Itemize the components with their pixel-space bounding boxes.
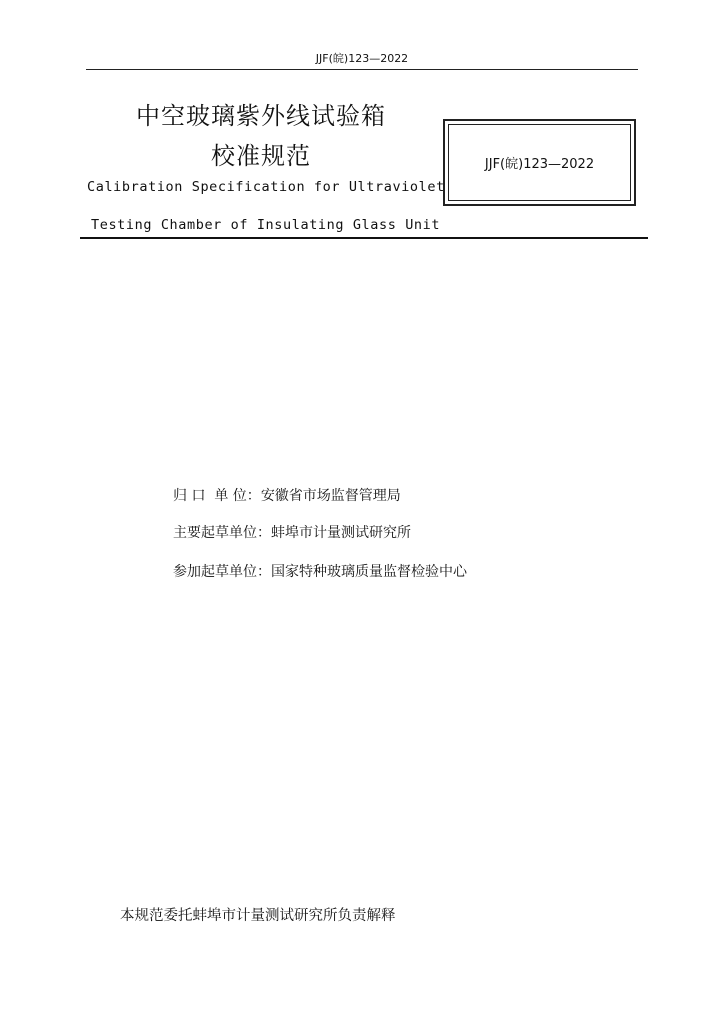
org-label: 参加起草单位：	[173, 564, 271, 580]
title-en-line1: Calibration Specification for Ultraviolet	[87, 179, 445, 195]
title-en-line2: Testing Chamber of Insulating Glass Unit	[91, 217, 441, 233]
org-value: 国家特种玻璃质量监督检验中心	[271, 564, 467, 580]
header-divider	[86, 69, 638, 70]
org-value: 蚌埠市计量测试研究所	[271, 525, 411, 541]
org-label: 归 口 单 位：	[173, 488, 261, 504]
spec-code-box	[443, 119, 636, 206]
org-row-centralizing	[173, 485, 401, 505]
org-value: 安徽省市场监督管理局	[260, 488, 401, 504]
spec-code: JJF(皖)123—2022	[484, 157, 595, 172]
org-row-main-drafter	[173, 522, 411, 542]
header-code: JJF(皖)123—2022	[315, 52, 409, 65]
footer-note: 本规范委托蚌埠市计量测试研究所负责解释	[120, 908, 396, 924]
org-label: 主要起草单位：	[173, 525, 271, 541]
title-cn-line1: 中空玻璃紫外线试验箱	[136, 102, 386, 130]
spec-code-box-inner	[448, 124, 631, 201]
title-divider	[80, 237, 648, 239]
org-row-participating-drafter	[173, 561, 467, 581]
title-cn-line2: 校准规范	[211, 142, 311, 170]
